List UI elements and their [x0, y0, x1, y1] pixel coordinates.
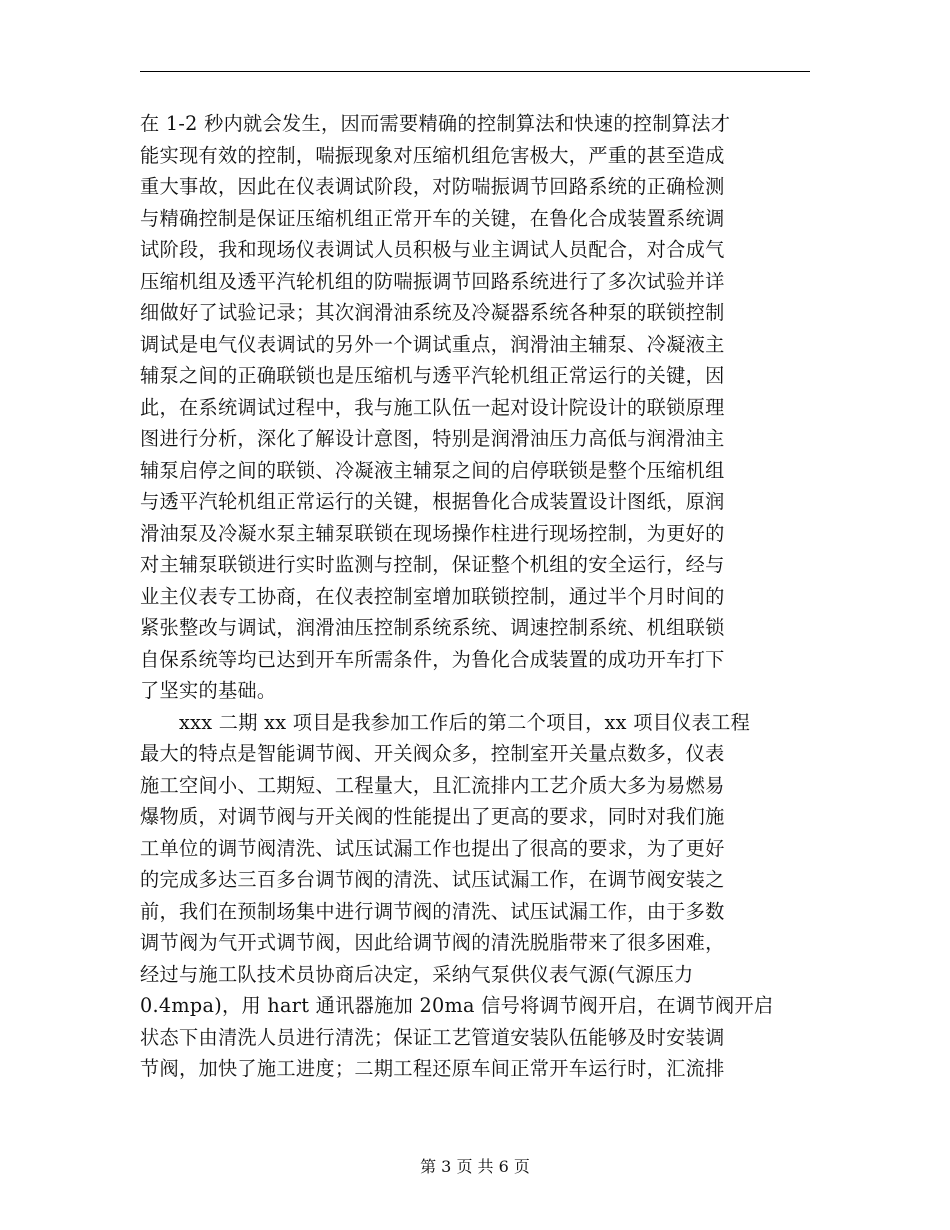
text-line: 试阶段，我和现场仪表调试人员积极与业主调试人员配合，对合成气 [140, 238, 725, 261]
text-line: 与精确控制是保证压缩机组正常开车的关键，在鲁化合成装置系统调 [140, 206, 725, 230]
text-line: 辅泵之间的正确联锁也是压缩机与透平汽轮机组正常运行的关键，因 [140, 364, 725, 387]
text-line: 爆物质，对调节阀与开关阀的性能提出了更高的要求，同时对我们施 [140, 805, 725, 828]
text-line: 0.4mpa)，用 hart 通讯器施加 20ma 信号将调节阀开启，在调节阀开启 [140, 994, 774, 1017]
text-line: 调节阀为气开式调节阀，因此给调节阀的清洗脱脂带来了很多困难， [140, 931, 725, 954]
text-line: 滑油泵及冷凝水泵主辅泵联锁在现场操作柱进行现场控制，为更好的 [140, 521, 725, 545]
text-line: 调试是电气仪表调试的另外一个调试重点，润滑油主辅泵、冷凝液主 [140, 332, 725, 356]
text-line: xxx 二期 xx 项目是我参加工作后的第二个项目，xx 项目仪表工程 [140, 710, 751, 734]
text-line: 重大事故，因此在仪表调试阶段，对防喘振调节回路系统的正确检测 [140, 175, 725, 198]
text-line: 与透平汽轮机组正常运行的关键，根据鲁化合成装置设计图纸，原润 [140, 490, 725, 513]
body-text [140, 108, 810, 1085]
text-line: 紧张整改与调试，润滑油压控制系统系统、调速控制系统、机组联锁 [140, 616, 725, 639]
text-line: 工单位的调节阀清洗、试压试漏工作也提出了很高的要求，为了更好 [140, 836, 725, 860]
text-line: 了坚实的基础。 [140, 679, 277, 702]
text-line: 节阀，加快了施工进度；二期工程还原车间正常开车运行时，汇流排 [140, 1057, 725, 1080]
header-rule [140, 71, 810, 72]
text-line: 的完成多达三百多台调节阀的清洗、试压试漏工作，在调节阀安装之 [140, 868, 725, 891]
text-line: 辅泵启停之间的联锁、冷凝液主辅泵之间的启停联锁是整个压缩机组 [140, 458, 725, 482]
text-line: 最大的特点是智能调节阀、开关阀众多，控制室开关量点数多，仪表 [140, 742, 725, 765]
text-line: 前，我们在预制场集中进行调节阀的清洗、试压试漏工作，由于多数 [140, 899, 725, 923]
text-line: 对主辅泵联锁进行实时监测与控制，保证整个机组的安全运行，经与 [140, 553, 725, 576]
text-line: 压缩机组及透平汽轮机组的防喘振调节回路系统进行了多次试验并详 [140, 269, 725, 293]
text-line: 施工空间小、工期短、工程量大，且汇流排内工艺介质大多为易燃易 [140, 773, 725, 797]
text-line: 图进行分析，深化了解设计意图，特别是润滑油压力高低与润滑油主 [140, 427, 725, 450]
text-line: 能实现有效的控制，喘振现象对压缩机组危害极大，严重的甚至造成 [140, 143, 725, 167]
text-line: 在 1-2 秒内就会发生，因而需要精确的控制算法和快速的控制算法才 [140, 112, 731, 135]
page-footer: 第 3 页 共 6 页 [420, 1157, 530, 1176]
text-line: 此，在系统调试过程中，我与施工队伍一起对设计院设计的联锁原理 [140, 395, 725, 419]
text-line: 细做好了试验记录；其次润滑油系统及冷凝器系统各种泵的联锁控制 [140, 301, 725, 324]
text-line: 业主仪表专工协商，在仪表控制室增加联锁控制，通过半个月时间的 [140, 584, 725, 608]
text-line: 状态下由清洗人员进行清洗；保证工艺管道安装队伍能够及时安装调 [140, 1025, 725, 1049]
text-line: 自保系统等均已达到开车所需条件，为鲁化合成装置的成功开车打下 [140, 647, 725, 671]
text-line: 经过与施工队技术员协商后决定，采纳气泵供仪表气源(气源压力 [140, 962, 694, 986]
